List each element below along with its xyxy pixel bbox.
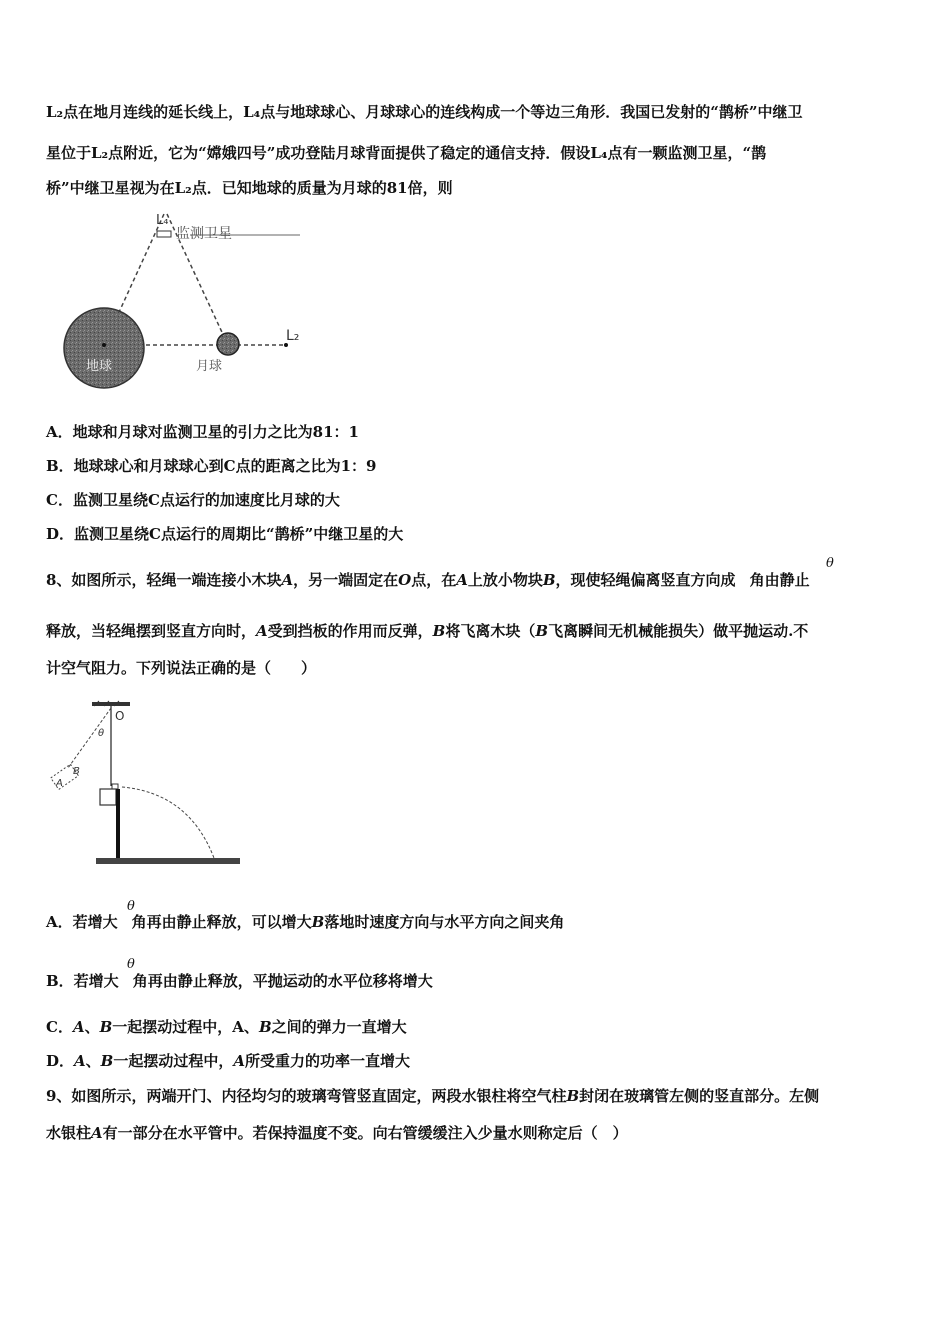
q8a-theta-symbol: θ [127, 899, 135, 914]
moon-circle [217, 333, 239, 355]
q8-option-b: B．若增大 角再由静止释放，平抛运动的水平位移将增大 [46, 972, 433, 990]
q9-line-1: 9、如图所示，两端开门、内径均匀的玻璃弯管竖直固定，两段水银柱将空气柱B封闭在玻璃管左侧的竖直部分。左侧 [46, 1087, 820, 1105]
displaced-a-label: A [56, 778, 63, 789]
baffle-post [116, 789, 120, 859]
earth-label: 地球 [86, 359, 113, 374]
satellite-icon [157, 231, 171, 237]
projectile-trajectory [122, 787, 214, 858]
q8-option-a: A．若增大 角再由静止释放，可以增大B落地时速度方向与水平方向之间夹角 [46, 913, 565, 931]
moon-label: 月球 [196, 359, 223, 374]
q9-line-2: 水银柱A有一部分在水平管中。若保持温度不变。向右管缓缓注入少量水则称定后（ ） [46, 1124, 628, 1142]
pivot-o-label: O [115, 709, 125, 723]
q7-option-d: D．监测卫星绕C点运行的周期比“鹊桥”中继卫星的大 [46, 525, 404, 543]
displaced-rope [68, 708, 111, 768]
l4-label: L₄ [156, 213, 169, 228]
q7-option-b: B．地球球心和月球球心到C点的距离之比为1：9 [46, 457, 377, 475]
earth-moon-figure [60, 210, 320, 400]
q7-option-c: C．监测卫星绕C点运行的加速度比月球的大 [46, 491, 340, 509]
pendulum-figure [44, 698, 244, 870]
angle-theta-label: θ [98, 728, 105, 739]
l2-label: L₂ [286, 328, 300, 344]
intro-line-1: L₂点在地月连线的延长线上，L₄点与地球球心、月球球心的连线构成一个等边三角形．我国已发射的“鹊桥”中继卫 [46, 103, 803, 121]
q8-option-c: C．A、B一起摆动过程中，A、B之间的弹力一直增大 [46, 1018, 407, 1036]
q8-theta-symbol: θ [826, 556, 834, 571]
displaced-b-label: B [73, 766, 80, 777]
q8-line-3: 计空气阻力。下列说法正确的是（ ） [46, 659, 317, 677]
q8-line-2: 释放，当轻绳摆到竖直方向时，A受到挡板的作用而反弹，B将飞离木块（B飞离瞬间无机械能损失）做平抛运动.不 [46, 622, 809, 640]
ground-bar [96, 858, 240, 864]
wood-block-a [100, 789, 116, 805]
q8-option-d: D．A、B一起摆动过程中，A所受重力的功率一直增大 [46, 1052, 411, 1070]
earth-circle [64, 308, 144, 388]
q8b-theta-symbol: θ [127, 957, 135, 972]
q8-line-1: 8、如图所示，轻绳一端连接小木块A，另一端固定在O点，在A上放小物块B，现使轻绳偏离竖直方向成 角由静止 [46, 571, 810, 589]
q7-option-a: A．地球和月球对监测卫星的引力之比为81：1 [46, 423, 359, 441]
earth-center-dot [102, 343, 106, 347]
intro-line-2: 星位于L₂点附近，它为“嫦娥四号”成功登陆月球背面提供了稳定的通信支持．假设L₄点有一颗监测卫星，“鹊 [46, 144, 767, 162]
satellite-label: 监测卫星 [176, 226, 232, 242]
intro-line-3: 桥”中继卫星视为在L₂点．已知地球的质量为月球的81倍，则 [46, 179, 453, 197]
small-block-b [112, 784, 118, 789]
